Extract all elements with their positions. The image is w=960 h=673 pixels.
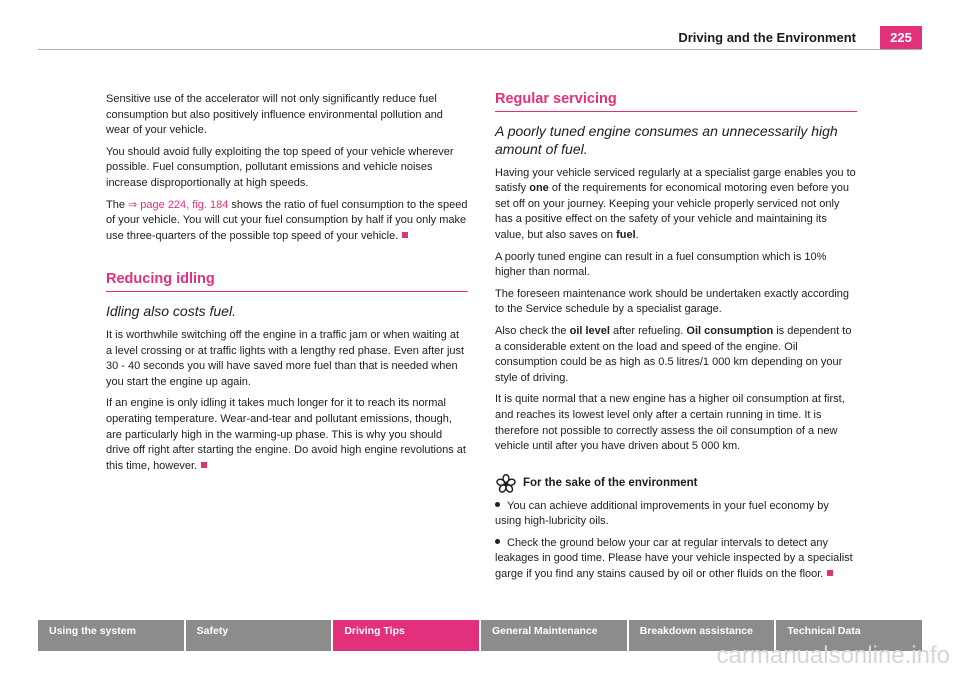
bullet-item	[495, 536, 857, 583]
section-end-marker-icon	[827, 570, 833, 576]
tab-driving-tips[interactable]: Driving Tips	[333, 620, 479, 651]
paragraph: It is quite normal that a new engine has a higher oil consumption at first, and reaches its lowest level only after a certain running in time. It is therefore not possible to correctly assess the oil consumption of a new vehicle until after you have driven about 5 000 km.	[495, 393, 845, 453]
paragraph: It is worthwhile switching off the engine in a traffic jam or when waiting at a level crossing or at traffic lights with a lengthy red phase. Even after just 30 - 40 seconds you will have saved more fuel than that is needed when you start the engine up again.	[106, 328, 465, 388]
chapter-title: Driving and the Environment	[678, 30, 856, 45]
bold-text: Oil consumption	[686, 324, 774, 337]
paragraph: You should avoid fully exploiting the top speed of your vehicle wherever possible. Fuel consumption, pollutant emissions and vehicle noises increase disproportionally at high speeds.	[106, 145, 454, 189]
bold-text: one	[529, 182, 549, 195]
text: .	[635, 228, 639, 241]
text: Check the ground below your car at regular intervals to detect any leakages in good time. Please have your vehicle inspected by a specialist garge if you find any stains caused by oil or other fluids on the floor.	[495, 536, 853, 581]
bold-text: fuel	[616, 228, 636, 241]
paragraph	[495, 166, 857, 244]
section-end-marker-icon	[201, 462, 207, 468]
flower-icon	[495, 473, 517, 495]
tab-breakdown-assistance[interactable]: Breakdown assistance	[629, 620, 775, 651]
watermark: carmanualsonline.info	[716, 642, 950, 669]
right-column	[495, 92, 857, 589]
paragraph	[106, 396, 468, 474]
bullet-icon	[495, 539, 500, 544]
tab-safety[interactable]: Safety	[186, 620, 332, 651]
page-reference-link[interactable]: ⇒ page 224, fig. 184	[128, 198, 229, 211]
text: Having your vehicle serviced regularly at a specialist garge enables you to satisfy	[495, 166, 856, 195]
text: Also check the	[495, 324, 570, 337]
section-subtitle: A poorly tuned engine consumes an unnecessarily high amount of fuel.	[495, 122, 838, 157]
section-title-reducing-idling: Reducing idling	[106, 272, 468, 292]
paragraph: The foreseen maintenance work should be undertaken exactly according to the Service schedule by a specialist garage.	[495, 287, 850, 316]
bullet-icon	[495, 502, 500, 507]
paragraph: A poorly tuned engine can result in a fuel consumption which is 10% higher than normal.	[495, 250, 827, 279]
bold-text: oil level	[569, 324, 610, 337]
section-title-regular-servicing: Regular servicing	[495, 92, 857, 112]
text: If an engine is only idling it takes much longer for it to reach its normal operating temperature. Wear-and-tear and pollutant emissions, though, are particularly high in the warming-up phase. This is why you should drive off right after starting the engine. Do avoid high engine revolutions at this time, however.	[106, 397, 466, 472]
bullet-item	[495, 499, 857, 530]
text: after refueling.	[609, 324, 687, 337]
paragraph	[106, 198, 468, 245]
text: shows the ratio of fuel consumption to the speed of your vehicle. You will cut your fuel consumption by half if you only make use three-quarters of the possible top speed of your vehicle.	[106, 198, 468, 242]
paragraph: Sensitive use of the accelerator will not only significantly reduce fuel consumption but also positively influence environmental pollution and wear of your vehicle.	[106, 93, 443, 137]
tab-technical-data[interactable]: Technical Data	[776, 620, 922, 651]
environment-note-heading	[495, 473, 857, 495]
environment-note-title: For the sake of the environment	[523, 476, 698, 489]
text: You can achieve additional improvements in your fuel economy by using high-lubricity oils.	[495, 499, 829, 528]
paragraph	[495, 324, 857, 386]
text: The	[106, 198, 129, 211]
text: of the requirements for economical motoring even before you set off on your journey. Keeping your vehicle properly serviced not only has a positive effect on the safety of your vehicle and maintaining its value, but also saves on	[495, 182, 850, 241]
text: is dependent to a considerable extent on the load and speed of the engine. Oil consumption could be as high as 0.5 litres/1 000 km depending on your style of driving.	[495, 324, 852, 384]
section-end-marker-icon	[402, 232, 408, 238]
left-column	[106, 92, 468, 480]
page-header	[38, 26, 922, 50]
tab-general-maintenance[interactable]: General Maintenance	[481, 620, 627, 651]
section-subtitle: Idling also costs fuel.	[106, 302, 236, 319]
tab-using-the-system[interactable]: Using the system	[38, 620, 184, 651]
header-rule	[38, 49, 922, 50]
page-number-badge: 225	[880, 26, 922, 50]
